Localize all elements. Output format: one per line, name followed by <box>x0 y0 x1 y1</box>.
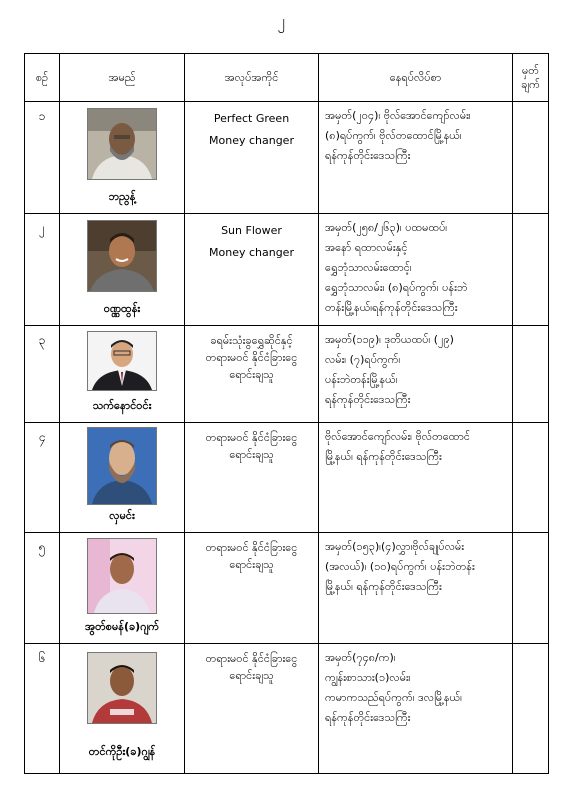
person-name: လှမင်း <box>109 509 135 522</box>
row-number: ၆ <box>25 644 60 774</box>
header-no: စဉ် <box>25 54 60 102</box>
address-line: အမှတ်(၁၅၃)၊(၄)လွှာ၊ဗိုလ်ချုပ်လမ်း <box>325 540 465 553</box>
portrait-photo <box>87 652 157 724</box>
header-remark-line2: ချက် <box>521 77 540 91</box>
address-line: ဗိုလ်အောင်ကျော်လမ်း၊ ဗိုလ်တထောင် <box>325 430 471 443</box>
photo-cell <box>60 533 185 644</box>
person-name: အွတ်စမန်(ခ)ဂျက် <box>84 620 159 633</box>
address-line: လမ်း၊ (၇)ရပ်ကွက်၊ <box>325 353 401 366</box>
row-number: ၅ <box>25 533 60 644</box>
job-line: ရောင်းချသူ <box>229 368 274 381</box>
table-row <box>25 102 549 214</box>
address-cell <box>319 326 513 423</box>
remark-cell <box>513 214 549 326</box>
photo-cell <box>60 102 185 214</box>
job-line: ရောင်းချသူ <box>229 448 274 461</box>
photo-cell <box>60 423 185 533</box>
address-line: ကျွန်းစာသား(၁)လမ်း၊ <box>325 671 411 684</box>
address-line: အမှတ်(၂၀၄)၊ ဗိုလ်အောင်ကျော်လမ်း၊ <box>325 109 471 122</box>
remark-cell <box>513 423 549 533</box>
remark-cell <box>513 644 549 774</box>
job-cell <box>185 214 319 326</box>
roster-table <box>24 53 549 774</box>
remark-cell <box>513 102 549 214</box>
address-line: အမှတ်(၇၄၈/က)၊ <box>325 651 396 664</box>
address-line: ရွှေဘုံသာလမ်းထောင့်၊ <box>325 261 412 274</box>
header-address: နေရပ်လိပ်စာ <box>319 54 513 102</box>
row-number: ၃ <box>25 326 60 423</box>
address-line: အနော် ရထာလမ်းနှင့် <box>325 241 408 254</box>
remark-cell <box>513 326 549 423</box>
address-cell <box>319 214 513 326</box>
job-line: Sun Flower <box>221 224 282 237</box>
job-line: တရားမဝင် နိုင်ငံခြားငွေ <box>205 652 298 665</box>
remark-cell <box>513 533 549 644</box>
photo-cell <box>60 644 185 774</box>
portrait-photo <box>87 538 157 614</box>
row-number: ၁ <box>25 102 60 214</box>
job-line: တရားမဝင် နိုင်ငံခြားငွေ <box>205 541 298 554</box>
job-cell <box>185 326 319 423</box>
address-line: ရန်ကုန်တိုင်းဒေသကြီး <box>325 149 411 162</box>
address-cell <box>319 102 513 214</box>
header-remark-line1: မှတ် <box>522 63 539 77</box>
job-cell <box>185 533 319 644</box>
header-job: အလုပ်အကိုင် <box>185 54 319 102</box>
header-remark <box>513 54 549 102</box>
header-name: အမည် <box>60 54 185 102</box>
address-cell <box>319 644 513 774</box>
table-row <box>25 214 549 326</box>
job-cell <box>185 423 319 533</box>
photo-cell <box>60 214 185 326</box>
address-line: မြို့နယ်၊ ရန်ကုန်တိုင်းဒေသကြီး <box>325 450 442 463</box>
job-line: Money changer <box>209 246 294 259</box>
portrait-photo <box>87 108 157 180</box>
table-row <box>25 423 549 533</box>
person-name: တင်ကိုဦး(ခ)ဂျွန် <box>88 745 156 758</box>
job-cell <box>185 644 319 774</box>
address-line: ကမာကသည်ရပ်ကွက်၊ ဒလမြို့နယ်၊ <box>325 691 462 704</box>
portrait-photo <box>87 220 157 292</box>
table-row <box>25 644 549 774</box>
job-line: တရားမဝင် နိုင်ငံခြားငွေ <box>205 351 298 364</box>
address-line: ပန်းဘဲတန်းမြို့နယ်၊ <box>325 373 398 386</box>
job-line: Money changer <box>209 134 294 147</box>
row-number: ၂ <box>25 214 60 326</box>
photo-cell <box>60 326 185 423</box>
address-cell <box>319 533 513 644</box>
address-line: ရွှေဘုံသာလမ်း၊ (၈)ရပ်ကွက်၊ ပန်းဘဲ <box>325 281 468 294</box>
address-line: (အလယ်)၊ (၁၀)ရပ်ကွက်၊ ပန်းဘဲတန်း <box>325 560 475 573</box>
person-name: ဘညွန့် <box>108 190 136 203</box>
portrait-photo <box>87 331 157 391</box>
job-line: ရောင်းချသူ <box>229 558 274 571</box>
person-name: ဝဏ္ဏထွန်း <box>103 302 141 315</box>
header-row <box>25 54 549 102</box>
address-line: ရန်ကုန်တိုင်းဒေသကြီး <box>325 711 411 724</box>
job-line: တရားမဝင် နိုင်ငံခြားငွေ <box>205 431 298 444</box>
job-cell <box>185 102 319 214</box>
address-line: မြို့နယ်၊ ရန်ကုန်တိုင်းဒေသကြီး <box>325 580 442 593</box>
address-line: (၈)ရပ်ကွက်၊ ဗိုလ်တထောင်မြို့နယ်၊ <box>325 129 462 142</box>
row-number: ၄ <box>25 423 60 533</box>
address-line: တန်းမြို့နယ်၊ရန်ကုန်တိုင်းဒေသကြီး <box>325 301 458 314</box>
job-line: ရောင်းချသူ <box>229 669 274 682</box>
address-line: အမှတ်(၂၅၈/၂၆၃)၊ ပထမထပ်၊ <box>325 221 448 234</box>
portrait-photo <box>87 427 157 505</box>
person-name: သက်နောင်ဝင်း <box>92 399 152 412</box>
table-row <box>25 533 549 644</box>
address-cell <box>319 423 513 533</box>
address-line: ရန်ကုန်တိုင်းဒေသကြီး <box>325 393 411 406</box>
page-number: ၂ <box>277 12 285 30</box>
table-row <box>25 326 549 423</box>
job-line: Perfect Green <box>213 112 290 125</box>
job-line: ခရမ်းသုံးခွရွှေဆိုင်နှင့် <box>210 334 293 347</box>
address-line: အမှတ်(၁၁၉)၊ ဒုတိယထပ်၊ (၂၉) <box>325 333 454 346</box>
